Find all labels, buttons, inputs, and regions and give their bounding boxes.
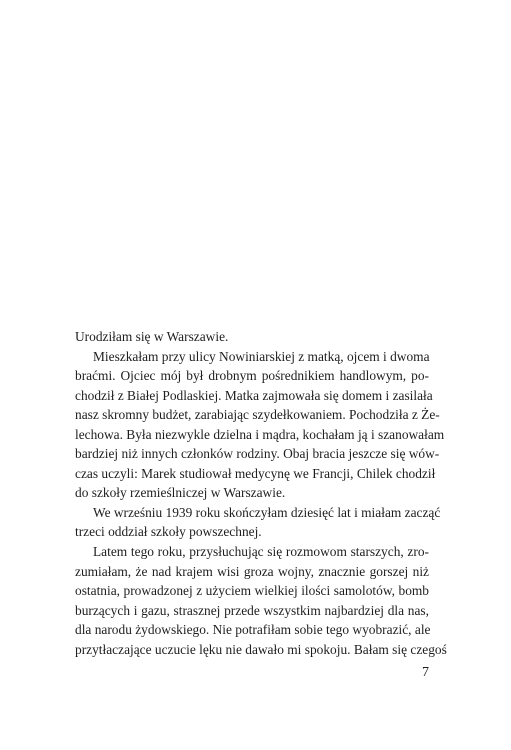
text-line: przytłaczające uczucie lęku nie dawało mi spokoju. Bałam się czegoś: [75, 641, 447, 657]
text-line: lechowa. Była niezwykle dzielna i mądra, kochałam ją i szanowałam: [75, 426, 445, 442]
text-line: nasz skromny budżet, zarabiając szydełkowaniem. Pochodziła z Że-: [75, 407, 440, 423]
body-text: [75, 327, 447, 659]
text-line: Urodziłam się w Warszawie.: [75, 329, 229, 344]
text-line: czas uczyli: Marek studiował medycynę we Francji, Chilek chodził: [75, 465, 436, 481]
text-line: braćmi. Ojciec mój był drobnym pośrednikiem handlowym, po-: [75, 368, 429, 384]
text-line: trzeci oddział szkoły powszechnej.: [75, 524, 262, 540]
text-line: Latem tego roku, przysłuchując się rozmowom starszych, zro-: [93, 544, 429, 560]
text-line: bardziej niż innych członków rodziny. Obaj bracia jeszcze się wów-: [75, 446, 440, 462]
text-line: ostatnia, prowadzonej z użyciem wielkiej ilości samolotów, bomb: [75, 583, 429, 599]
text-line: zumiałam, że nad krajem wisi groza wojny, znacznie gorszej niż: [75, 563, 429, 579]
text-line: burzących i gazu, strasznej przede wszystkim najbardziej dla nas,: [75, 602, 429, 618]
text-line: dla narodu żydowskiego. Nie potrafiłam sobie tego wyobrazić, ale: [75, 622, 431, 638]
text-line: Mieszkałam przy ulicy Nowiniarskiej z matką, ojcem i dwoma: [93, 348, 430, 364]
text-line: We wrześniu 1939 roku skończyłam dziesięć lat i miałam zacząć: [93, 504, 441, 520]
page-number: 7: [422, 665, 429, 680]
text-line: chodził z Białej Podlaskiej. Matka zajmowała się domem i zasilała: [75, 387, 433, 403]
text-line: do szkoły rzemieślniczej w Warszawie.: [75, 485, 286, 501]
